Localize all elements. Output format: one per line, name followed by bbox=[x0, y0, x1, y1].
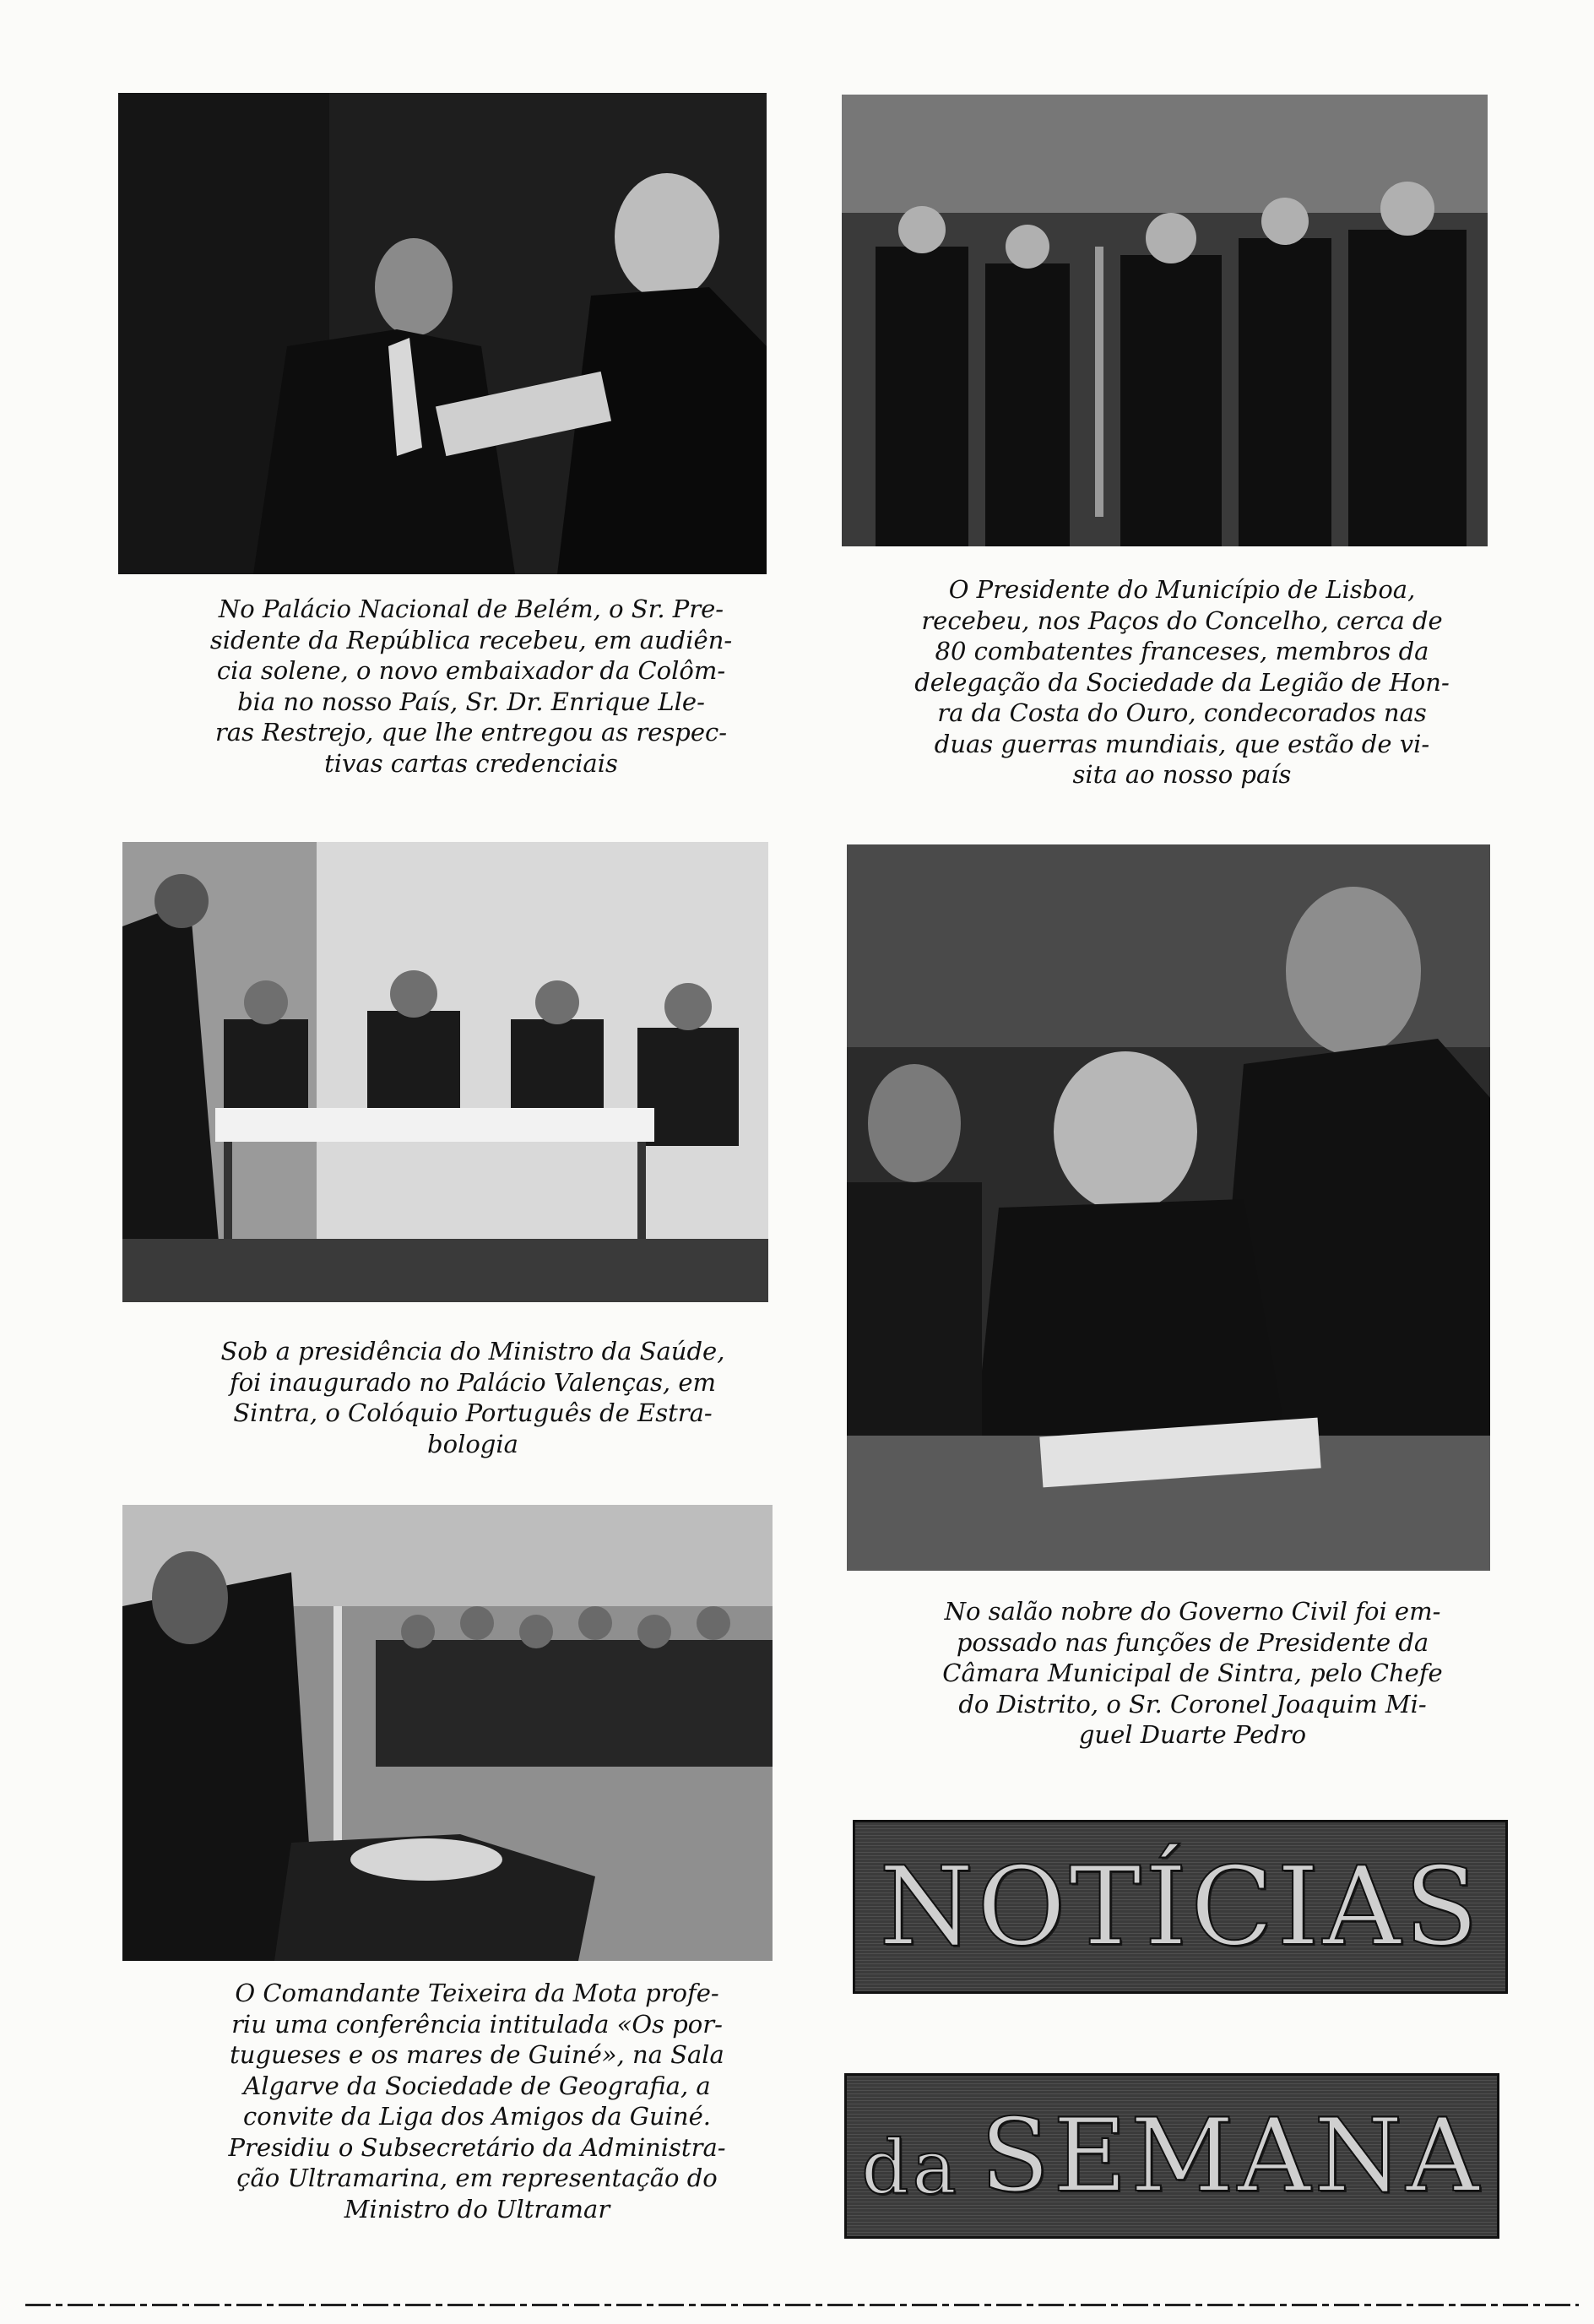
banner-noticias bbox=[853, 1820, 1508, 1994]
photo-governo-scene bbox=[847, 844, 1490, 1571]
photo-teixeira-mota bbox=[122, 1505, 773, 1961]
banner-da-text: da bbox=[861, 2124, 960, 2211]
caption-lisboa: O Presidente do Município de Lisboa, recebeu, nos Paços do Concelho, cerca de 80 combatentes franceses, membros da delegação da Sociedade da Legião de Hon- ra da Costa do Ouro, condecorados nas duas guerras mundiais, que estão de vi- sita ao nosso país bbox=[914, 575, 1450, 789]
photo-lisboa-scene bbox=[842, 95, 1488, 546]
banner-da-semana bbox=[844, 2073, 1499, 2239]
photo-belem-scene bbox=[118, 93, 767, 574]
caption-belem: No Palácio Nacional de Belém, o Sr. Pre- sidente da República recebeu, em audiên- cia solene, o novo embaixador da Colôm- bia no nosso País, Sr. Dr. Enrique Lle- ras Restrejo, que lhe entregou as respec- tivas cartas credenciais bbox=[209, 595, 733, 778]
banner-noticias-text: NOTÍCIAS bbox=[879, 1843, 1482, 1970]
photo-sintra-coloquio bbox=[122, 842, 768, 1302]
banner-semana-text: SEMANA bbox=[979, 2097, 1483, 2215]
photo-teixeira-scene bbox=[122, 1505, 773, 1961]
photo-belem-audience bbox=[118, 93, 767, 574]
bottom-rule bbox=[25, 2304, 1579, 2306]
photo-lisboa-municipio bbox=[842, 95, 1488, 546]
photo-sintra-scene bbox=[122, 842, 768, 1302]
caption-teixeira-mota: O Comandante Teixeira da Mota profe- riu uma conferência intitulada «Os por- tugueses e os mares de Guiné», na Sala Algarve da Sociedade de Geografia, a convite da Liga dos Amigos da Guiné. Presidiu o Subsecretário da Administra- ção Ultramarina, em representação do Ministro do Ultramar bbox=[228, 1979, 726, 2224]
caption-sintra-coloquio: Sob a presidência do Ministro da Saúde, foi inaugurado no Palácio Valenças, em Sintra, o Colóquio Português de Estra- bologia bbox=[220, 1337, 725, 1458]
caption-governo-civil: No salão nobre do Governo Civil foi em- possado nas funções de Presidente da Câmara Municipal de Sintra, pelo Chefe do Distrito, o Sr. Coronel Joaquim Mi- guel Duarte Pedro bbox=[942, 1597, 1443, 1749]
photo-governo-civil bbox=[847, 844, 1490, 1571]
